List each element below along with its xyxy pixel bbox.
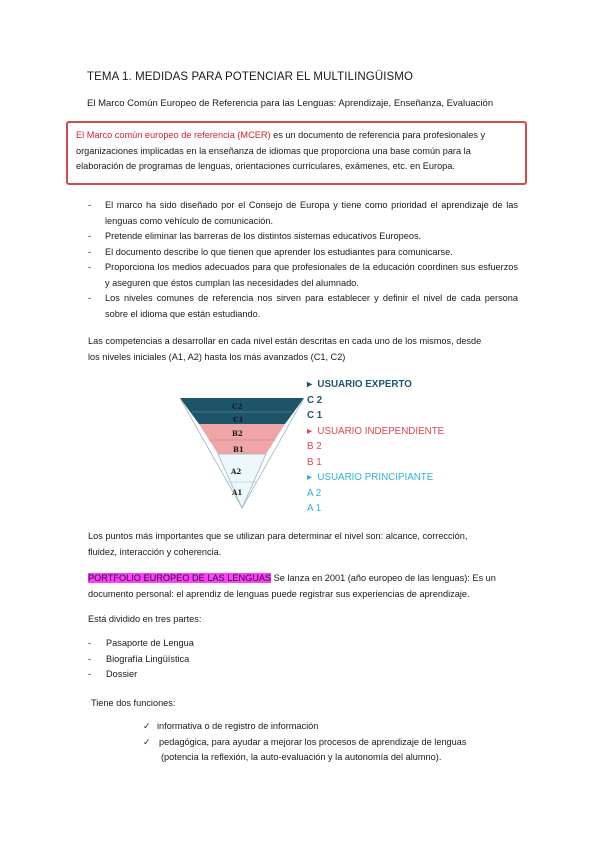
definition-line-3: elaboración de programas de lenguas, orientaciones curriculares, exámenes, etc. en Europa. [76,161,455,171]
bullet-dash: - [88,293,92,303]
pyramid-label-c2: C2 [232,402,243,411]
competencias-paragraph: Las competencias a desarrollar en cada nivel están descritas en cada uno de los mismos, desde los niveles iniciales (A1, A2) hasta los más avanzados (C1, C2) [88,336,482,362]
portfolio-paragraph: PORTFOLIO EUROPEO DE LAS LENGUAS Se lanza en 2001 (año europeo de las lenguas): Es un documento personal: el aprendiz de lenguas puede registrar sus experiencias de aprendizaje. [88,573,496,599]
legend-a1: A 1 [307,503,322,514]
level-pyramid [180,396,304,514]
list-item: ✓ informativa o de registro de información [143,719,523,735]
bullet-dash: - [88,200,92,210]
pyramid-label-a1: A1 [232,488,243,497]
bullet-dash: - [88,231,92,241]
definition-box [66,121,527,185]
pyramid-label-b2: B2 [232,429,243,438]
bullet-dash: - [88,669,92,679]
list-item: - Dossier [88,667,388,683]
list-item: - Pasaporte de Lengua [88,636,388,652]
bullet-dash: - [88,653,92,664]
pyramid-label-c1: C1 [233,415,244,424]
portfolio-term: PORTFOLIO EUROPEO DE LAS LENGUAS [88,573,272,583]
list-item: - Proporciona los medios adecuados para que profesionales de la educación coordinen sus esfuerzos y aseguren que éstos cumplan las necesidades del alumnado. [88,260,518,291]
page-subtitle: El Marco Común Europeo de Referencia para las Lenguas: Aprendizaje, Enseñanza, Evaluación [87,98,494,109]
puntos-paragraph: Los puntos más importantes que se utilizan para determinar el nivel son: alcance, corrección, fluidez, interacción y coherencia. [88,531,468,557]
bullet-dash: - [88,246,92,257]
list-item: - El documento describe lo que tienen que aprender los estudiantes para comunicarse. [88,245,518,261]
arrow-icon: ▸ [307,472,312,483]
functions-list: ✓ informativa o de registro de información ✓ pedagógica, para ayudar a mejorar los procesos de aprendizaje de lenguas (potencia la reflexión, la auto-evaluación y la autonomía del alumno). [143,719,523,766]
legend-b1: B 1 [307,456,322,468]
list-item: ✓ pedagógica, para ayudar a mejorar los procesos de aprendizaje de lenguas [143,735,523,751]
list-item: - Biografía Lingüística [88,652,388,668]
page-title: TEMA 1. MEDIDAS PARA POTENCIAR EL MULTILINGÜISMO [87,71,414,83]
bullet-list [88,198,518,322]
arrow-icon: ▸ [307,425,312,437]
level-legend [307,377,444,517]
pyramid-band-a [218,454,266,508]
list-item: - Pretende eliminar las barreras de los distintos sistemas educativos Europeos. [88,229,518,245]
legend-expert: USUARIO EXPERTO [317,379,412,390]
checkmark-icon: ✓ [143,721,151,731]
bullet-dash: - [88,638,92,648]
definition-line-2: organizaciones implicadas en la enseñanza de idiomas que proporciona una base común para la [76,145,471,156]
functions-intro: Tiene dos funciones: [91,698,176,708]
legend-independent: USUARIO INDEPENDIENTE [317,425,445,437]
checkmark-icon: ✓ [143,736,151,747]
list-item: - El marco ha sido diseñado por el Consejo de Europa y tiene como prioridad el aprendizaje de las lenguas como vehículo de comunicación. [88,198,518,229]
legend-c2: C 2 [307,394,323,406]
legend-b2: B 2 [307,441,322,452]
parts-list [88,636,388,683]
definition-line-1: es un documento de referencia para profesionales y [270,130,486,140]
arrow-icon: ▸ [307,379,312,390]
pyramid-label-b1: B1 [233,445,244,454]
pyramid-label-a2: A2 [231,467,242,476]
definition-term: El Marco común europeo de referencia (MCER) [76,130,271,140]
legend-a2: A 2 [307,487,322,499]
legend-c1: C 1 [307,410,323,421]
parts-intro: Está dividido en tres partes: [88,614,202,624]
bullet-dash: - [88,262,92,272]
legend-basic: USUARIO PRINCIPIANTE [317,472,434,483]
list-item: - Los niveles comunes de referencia nos sirven para establecer y definir el nivel de cada persona sobre el idioma que están estudiando. [88,291,518,322]
